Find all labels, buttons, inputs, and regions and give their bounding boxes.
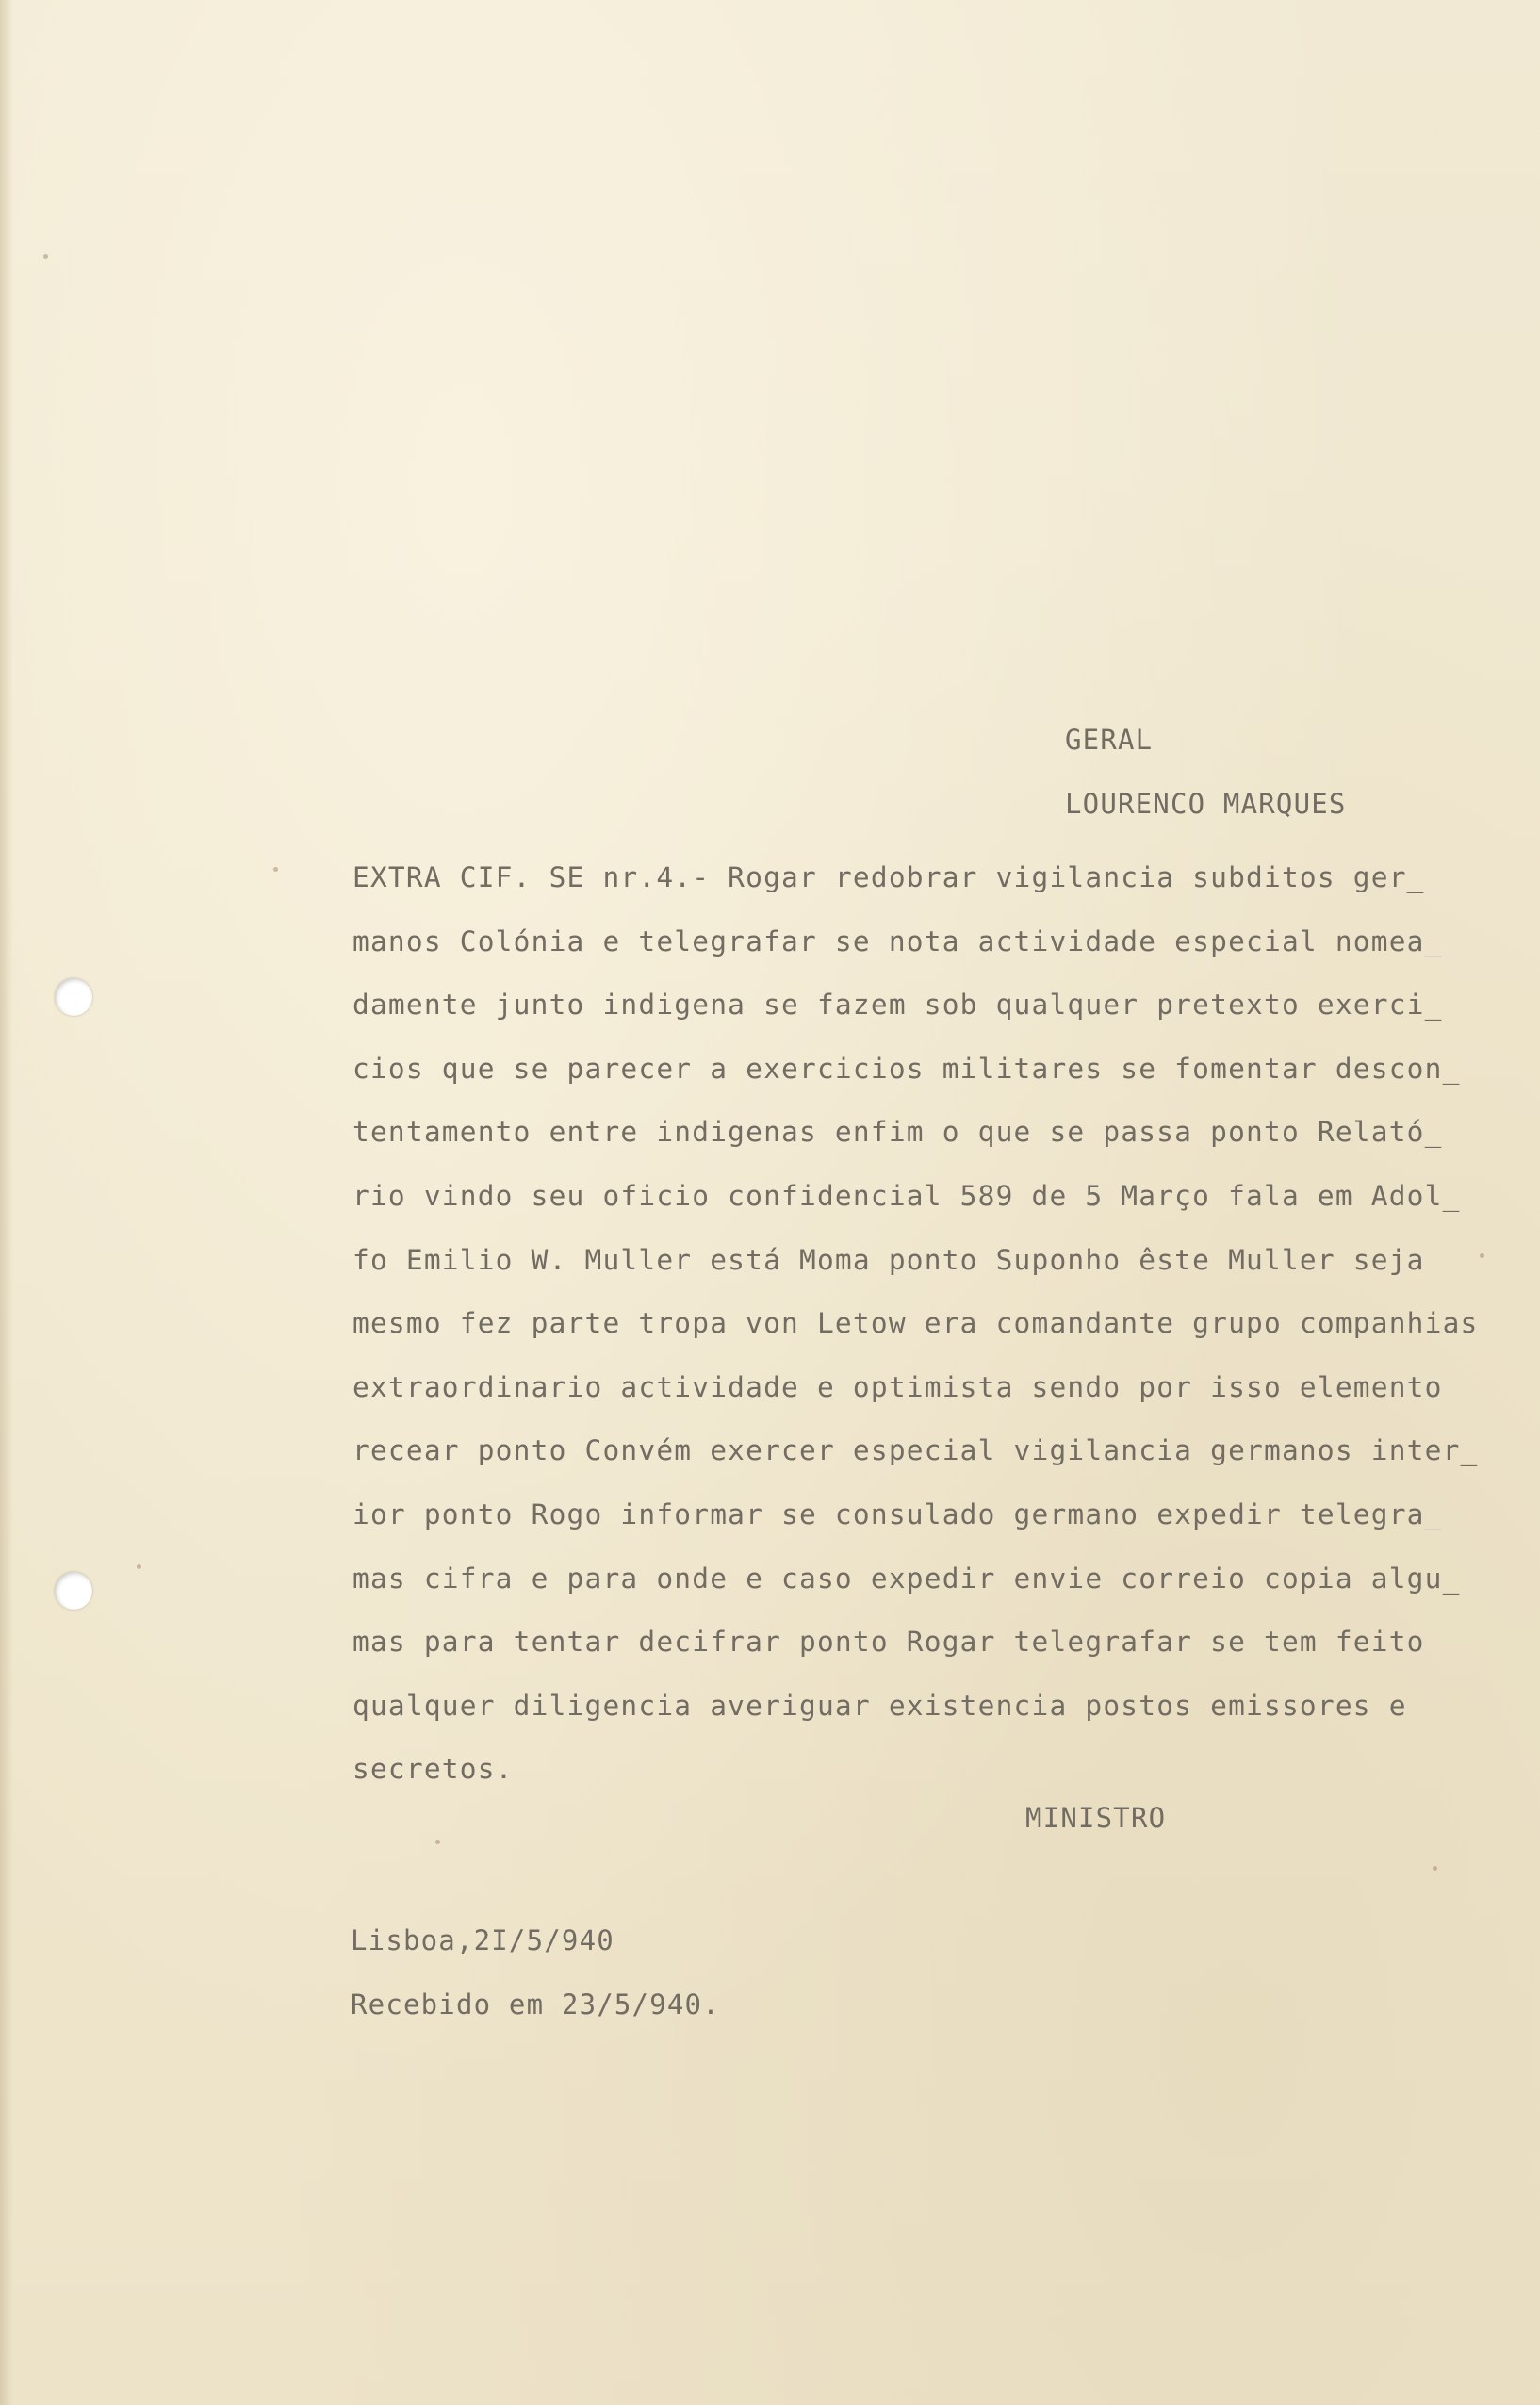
place-date-line: Lisboa,2I/5/940 <box>351 1924 614 1956</box>
paper-speck <box>435 1840 440 1844</box>
destination-line: LOURENCO MARQUES <box>1065 788 1347 820</box>
body-line: EXTRA CIF. SE nr.4.- Rogar redobrar vigilancia subditos ger_ <box>352 861 1425 893</box>
paper-speck <box>1480 1253 1484 1258</box>
paper-speck <box>43 254 48 259</box>
document-heading: GERAL <box>1065 724 1154 756</box>
body-line: cios que se parecer a exercicios militares se fomentar descon_ <box>352 1052 1461 1085</box>
punch-hole-bottom <box>55 1572 92 1610</box>
body-line: extraordinario actividade e optimista sendo por isso elemento <box>352 1370 1443 1403</box>
body-line: mas para tentar decifrar ponto Rogar telegrafar se tem feito <box>352 1626 1425 1659</box>
body-line: damente junto indigena se fazem sob qualquer pretexto exerci_ <box>352 989 1443 1022</box>
body-line: mesmo fez parte tropa von Letow era comandante grupo companhias <box>352 1307 1479 1340</box>
received-date-line: Recebido em 23/5/940. <box>351 1988 720 2021</box>
paper-speck <box>273 867 278 872</box>
telegram-body <box>352 846 1531 1802</box>
body-line: rio vindo seu oficio confidencial 589 de 5 Março fala em Adol_ <box>352 1179 1461 1212</box>
body-line: qualquer diligencia averiguar existencia postos emissores e <box>352 1689 1407 1722</box>
paper-speck <box>1433 1866 1437 1871</box>
body-line: recear ponto Convém exercer especial vigilancia germanos inter_ <box>352 1434 1479 1467</box>
paper-edge <box>0 0 13 2405</box>
paper-speck <box>137 1564 141 1569</box>
body-line: secretos. <box>352 1753 514 1786</box>
body-line: manos Colónia e telegrafar se nota actividade especial nomea_ <box>352 924 1443 957</box>
signature-line: MINISTRO <box>1025 1802 1167 1834</box>
body-line: tentamento entre indigenas enfim o que se passa ponto Relató_ <box>352 1116 1443 1149</box>
body-line: ior ponto Rogo informar se consulado germano expedir telegra_ <box>352 1497 1443 1530</box>
body-line: fo Emilio W. Muller está Moma ponto Suponho êste Muller seja <box>352 1243 1425 1276</box>
body-line: mas cifra e para onde e caso expedir envie correio copia algu_ <box>352 1562 1461 1595</box>
punch-hole-top <box>55 978 92 1016</box>
